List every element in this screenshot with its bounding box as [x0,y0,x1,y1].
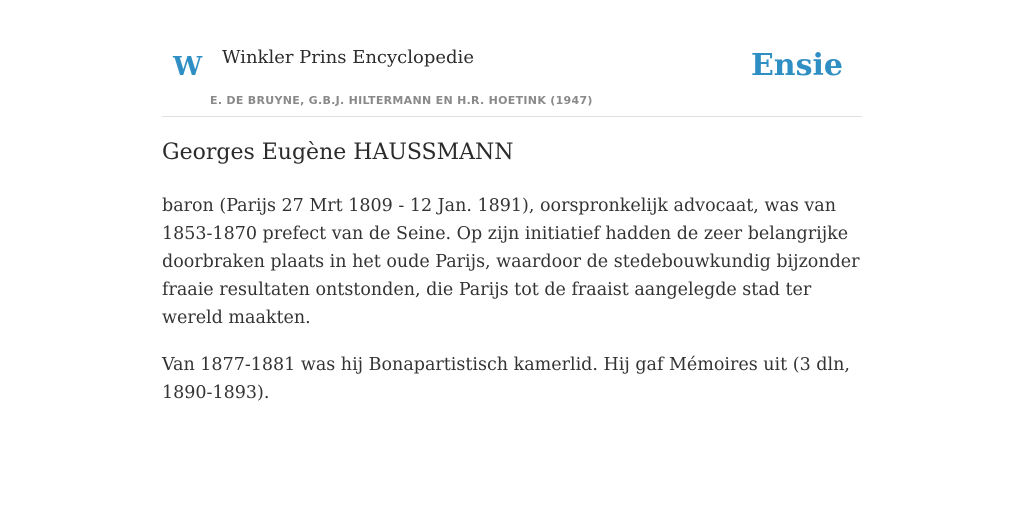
page-header [162,0,862,117]
page-container [162,0,862,403]
ensie-logo[interactable]: Ensie [750,48,843,83]
encyclopedia-logo[interactable]: W [173,52,203,82]
article-body [162,192,866,426]
article-paragraph: Van 1877-1881 was hij Bonapartistisch kamerlid. Hij gaf Mémoires uit (3 dln, 1890-1893). [162,355,850,403]
encyclopedia-authors: E. DE BRUYNE, G.B.J. HILTERMANN EN H.R. HOETINK (1947) [210,94,593,107]
article-title: Georges Eugène HAUSSMANN [162,140,514,165]
article-paragraph: baron (Parijs 27 Mrt 1809 - 12 Jan. 1891), oorspronkelijk advocaat, was van 1853-1870 prefect van de Seine. Op zijn initiatief hadden de zeer belangrijke doorbraken plaats in het oude Parijs, waardoor de stedebouwkundig bijzonder fraaie resultaten ontstonden, die Parijs tot de fraaist aangelegde stad ter wereld maakten. [162,196,860,328]
encyclopedia-title[interactable]: Winkler Prins Encyclopedie [222,47,474,68]
